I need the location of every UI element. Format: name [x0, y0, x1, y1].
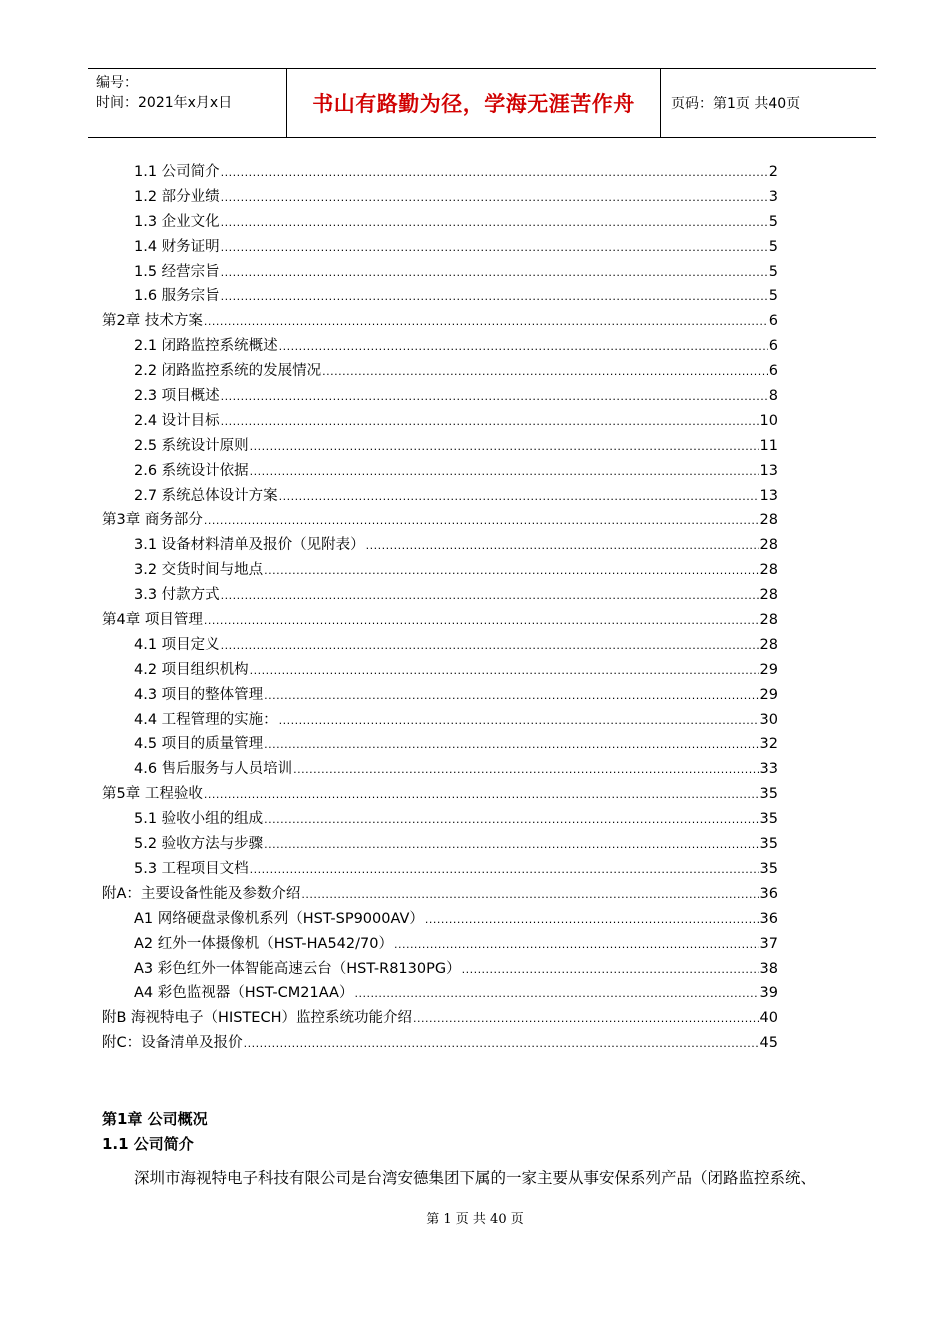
toc-entry-page: 11	[759, 437, 778, 454]
toc-entry-page: 39	[759, 985, 778, 1002]
toc-dot-leader	[301, 888, 758, 901]
toc-entry[interactable]	[102, 957, 778, 982]
toc-entry[interactable]	[102, 782, 778, 807]
toc-entry-page: 38	[759, 960, 778, 977]
toc-dot-leader	[322, 365, 768, 378]
document-time-label: 时间：2021年x月x日	[96, 95, 233, 111]
toc-entry[interactable]	[102, 533, 778, 558]
toc-dot-leader	[221, 166, 768, 179]
toc-dot-leader	[250, 465, 759, 478]
toc-dot-leader	[250, 664, 759, 677]
toc-entry-title: 1.2 部分业绩	[134, 188, 220, 205]
toc-dot-leader	[221, 415, 759, 428]
toc-entry[interactable]	[102, 459, 778, 484]
toc-entry-title: 2.7 系统总体设计方案	[134, 487, 278, 504]
toc-dot-leader	[264, 813, 758, 826]
toc-entry-title: 第5章 工程验收	[102, 786, 203, 803]
toc-dot-leader	[279, 340, 768, 353]
toc-entry-title: 1.6 服务宗旨	[134, 288, 220, 305]
toc-entry-page: 6	[768, 363, 778, 380]
toc-dot-leader	[293, 763, 758, 776]
toc-entry-title: 2.4 设计目标	[134, 412, 220, 429]
toc-entry-title: 附A：主要设备性能及参数介绍	[102, 885, 301, 902]
toc-entry-title: 5.1 验收小组的组成	[134, 811, 264, 828]
toc-entry-page: 37	[759, 935, 778, 952]
toc-entry[interactable]	[102, 708, 778, 733]
toc-dot-leader	[264, 838, 758, 851]
toc-entry[interactable]	[102, 757, 778, 782]
toc-dot-leader	[221, 266, 768, 279]
document-header	[88, 68, 876, 138]
toc-dot-leader	[221, 191, 768, 204]
toc-entry-page: 6	[768, 313, 778, 330]
toc-entry[interactable]	[102, 359, 778, 384]
toc-dot-leader	[244, 1037, 759, 1050]
toc-dot-leader	[221, 390, 768, 403]
page-footer	[0, 1208, 950, 1227]
toc-entry[interactable]	[102, 409, 778, 434]
toc-entry[interactable]	[102, 1031, 778, 1056]
toc-dot-leader	[264, 564, 758, 577]
toc-entry-title: 2.3 项目概述	[134, 388, 220, 405]
toc-entry-title: 1.3 企业文化	[134, 213, 220, 230]
toc-entry-page: 33	[759, 761, 778, 778]
toc-dot-leader	[250, 863, 759, 876]
toc-entry[interactable]	[102, 832, 778, 857]
toc-entry-title: 4.2 项目组织机构	[134, 661, 249, 678]
toc-entry-page: 13	[759, 487, 778, 504]
toc-dot-leader	[366, 539, 759, 552]
toc-dot-leader	[221, 241, 768, 254]
toc-entry[interactable]	[102, 1006, 778, 1031]
toc-entry[interactable]	[102, 260, 778, 285]
toc-entry-page: 28	[759, 612, 778, 629]
toc-dot-leader	[264, 738, 758, 751]
footer-page-number: 第 1 页 共 40 页	[426, 1212, 524, 1227]
toc-entry[interactable]	[102, 434, 778, 459]
toc-entry-title: 3.3 付款方式	[134, 587, 220, 604]
toc-entry[interactable]	[102, 384, 778, 409]
toc-entry-title: 1.5 经营宗旨	[134, 263, 220, 280]
toc-entry-title: 4.6 售后服务与人员培训	[134, 761, 293, 778]
header-page-info: 页码：第1页 共40页	[671, 96, 801, 112]
toc-dot-leader	[279, 714, 759, 727]
toc-entry-title: 4.4 工程管理的实施：	[134, 711, 278, 728]
section-title: 1.1 公司简介	[102, 1135, 194, 1153]
toc-entry-page: 36	[759, 885, 778, 902]
toc-dot-leader	[264, 689, 758, 702]
toc-entry[interactable]	[102, 807, 778, 832]
toc-entry-title: 第2章 技术方案	[102, 313, 203, 330]
toc-entry-title: A4 彩色监视器（HST-CM21AA）	[134, 985, 354, 1002]
toc-entry-page: 3	[768, 188, 778, 205]
toc-entry[interactable]	[102, 683, 778, 708]
body-paragraph: 深圳市海视特电子科技有限公司是台湾安德集团下属的一家主要从事安保系列产品（闭路监控系统、	[134, 1169, 817, 1187]
toc-dot-leader	[204, 315, 768, 328]
toc-dot-leader	[462, 963, 759, 976]
toc-entry-page: 5	[768, 288, 778, 305]
toc-entry[interactable]	[102, 210, 778, 235]
toc-entry-title: 5.2 验收方法与步骤	[134, 836, 264, 853]
toc-dot-leader	[221, 639, 759, 652]
toc-dot-leader	[204, 514, 759, 527]
toc-entry[interactable]	[102, 508, 778, 533]
toc-entry-title: 2.1 闭路监控系统概述	[134, 338, 278, 355]
toc-entry-page: 28	[759, 537, 778, 554]
toc-entry-title: 附C：设备清单及报价	[102, 1035, 243, 1052]
toc-dot-leader	[221, 290, 768, 303]
toc-entry[interactable]	[102, 309, 778, 334]
toc-entry-page: 45	[759, 1035, 778, 1052]
toc-entry-title: 3.2 交货时间与地点	[134, 562, 264, 579]
toc-entry-page: 35	[759, 836, 778, 853]
toc-entry-page: 13	[759, 462, 778, 479]
toc-entry-title: 2.5 系统设计原则	[134, 437, 249, 454]
toc-entry-title: 第3章 商务部分	[102, 512, 203, 529]
toc-entry[interactable]	[102, 608, 778, 633]
toc-entry-page: 28	[759, 587, 778, 604]
toc-entry[interactable]	[102, 732, 778, 757]
toc-dot-leader	[250, 440, 759, 453]
toc-entry-page: 2	[768, 164, 778, 180]
toc-entry-page: 10	[759, 412, 778, 429]
toc-entry-title: 1.4 财务证明	[134, 238, 220, 255]
table-of-contents	[102, 160, 778, 1056]
document-number-label: 编号：	[96, 75, 138, 91]
toc-dot-leader	[221, 589, 759, 602]
toc-entry-title: A3 彩色红外一体智能高速云台（HST-R8130PG）	[134, 960, 461, 977]
toc-entry[interactable]	[102, 932, 778, 957]
toc-entry[interactable]	[102, 235, 778, 260]
toc-entry-page: 29	[759, 661, 778, 678]
header-meta	[88, 69, 287, 137]
toc-entry-page: 5	[768, 238, 778, 255]
toc-entry[interactable]	[102, 981, 778, 1006]
toc-entry-page: 5	[768, 263, 778, 280]
toc-entry-page: 35	[759, 811, 778, 828]
toc-entry[interactable]	[102, 658, 778, 683]
toc-entry-page: 28	[759, 512, 778, 529]
toc-entry-title: A2 红外一体摄像机（HST-HA542/70）	[134, 935, 393, 952]
toc-entry-title: 4.1 项目定义	[134, 636, 220, 653]
toc-entry-title: 3.1 设备材料清单及报价（见附表）	[134, 537, 365, 554]
header-motto: 书山有路勤为径，学海无涯苦作舟	[287, 69, 661, 137]
toc-entry-title: A1 网络硬盘录像机系列（HST-SP9000AV）	[134, 910, 424, 927]
toc-dot-leader	[204, 788, 759, 801]
toc-dot-leader	[394, 938, 759, 951]
toc-entry[interactable]	[102, 882, 778, 907]
toc-entry-page: 28	[759, 562, 778, 579]
toc-entry[interactable]	[102, 185, 778, 210]
toc-entry-page: 5	[768, 213, 778, 230]
toc-entry[interactable]	[102, 633, 778, 658]
chapter-title: 第1章 公司概况	[102, 1110, 208, 1128]
toc-entry[interactable]	[102, 857, 778, 882]
toc-dot-leader	[413, 1012, 759, 1025]
toc-entry-title: 第4章 项目管理	[102, 612, 203, 629]
toc-entry-page: 28	[759, 636, 778, 653]
toc-entry-title: 5.3 工程项目文档	[134, 860, 249, 877]
toc-entry-page: 6	[768, 338, 778, 355]
toc-dot-leader	[354, 987, 758, 1000]
toc-entry-page: 29	[759, 686, 778, 703]
toc-entry[interactable]	[102, 334, 778, 359]
toc-entry-page: 36	[759, 910, 778, 927]
toc-entry-title: 4.3 项目的整体管理	[134, 686, 264, 703]
toc-dot-leader	[204, 614, 759, 627]
toc-entry[interactable]	[102, 160, 778, 185]
toc-entry[interactable]	[102, 284, 778, 309]
toc-entry-title: 2.2 闭路监控系统的发展情况	[134, 363, 322, 380]
toc-entry-page: 8	[768, 388, 778, 405]
toc-entry-title: 4.5 项目的质量管理	[134, 736, 264, 753]
toc-entry-page: 32	[759, 736, 778, 753]
toc-dot-leader	[279, 490, 759, 503]
toc-entry[interactable]	[102, 583, 778, 608]
toc-entry-title: 附B 海视特电子（HISTECH）监控系统功能介绍	[102, 1010, 412, 1027]
toc-entry-title: 2.6 系统设计依据	[134, 462, 249, 479]
toc-entry-page: 35	[759, 860, 778, 877]
toc-entry[interactable]	[102, 484, 778, 509]
toc-entry-page: 30	[759, 711, 778, 728]
toc-entry-page: 40	[759, 1010, 778, 1027]
toc-dot-leader	[221, 216, 768, 229]
toc-dot-leader	[425, 913, 759, 926]
toc-entry[interactable]	[102, 558, 778, 583]
toc-entry[interactable]	[102, 907, 778, 932]
toc-entry-title: 1.1 公司简介	[134, 164, 220, 180]
toc-entry-page: 35	[759, 786, 778, 803]
